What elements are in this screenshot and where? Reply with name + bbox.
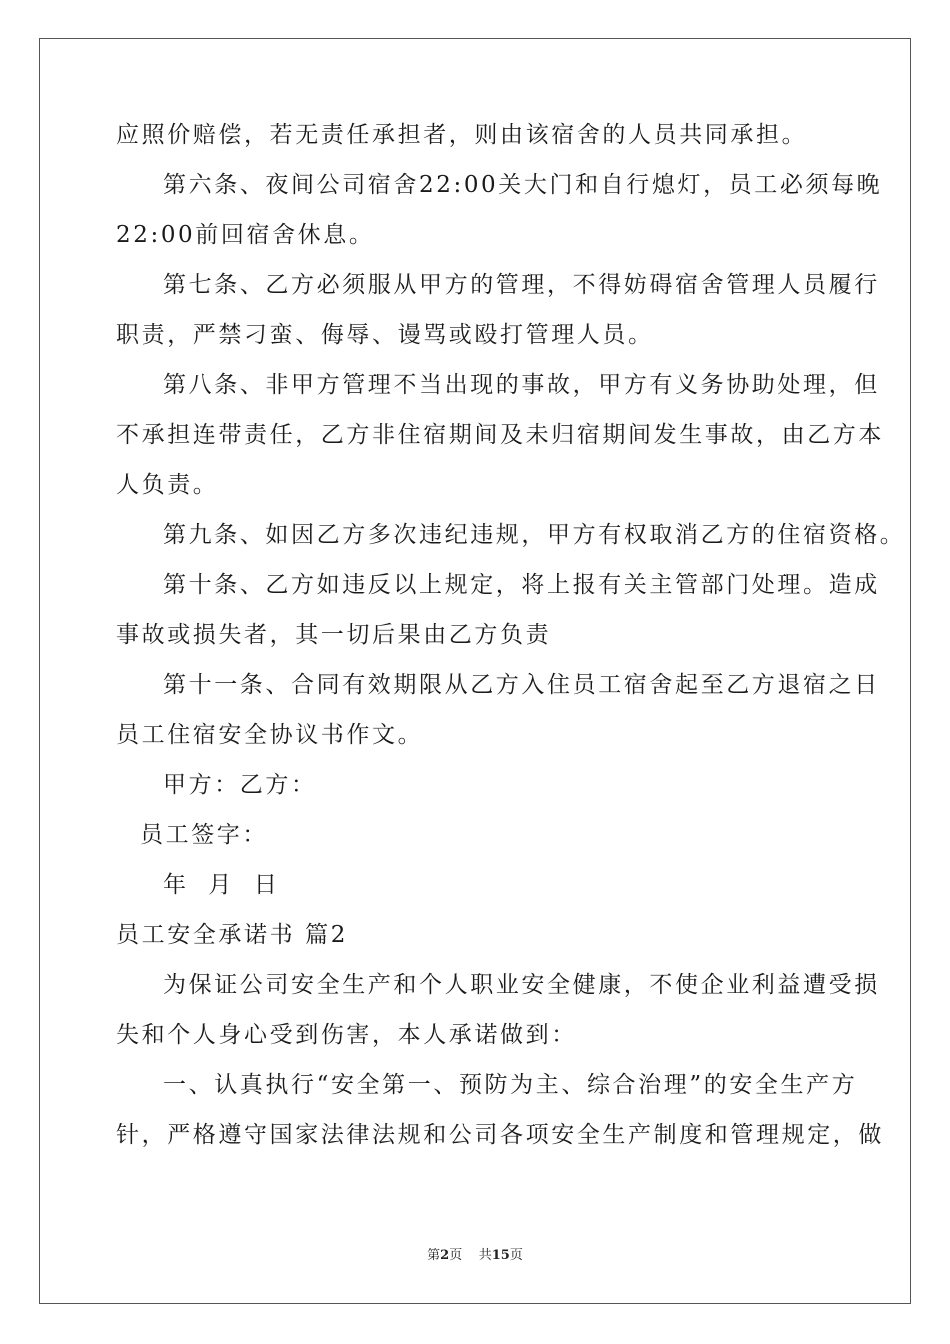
paragraph-line: 一、认真执行“安全第一、预防为主、综合治理”的安全生产方 bbox=[163, 1072, 858, 1098]
page-prefix: 第 bbox=[427, 1248, 441, 1263]
paragraph-line: 第十条、乙方如违反以上规定，将上报有关主管部门处理。造成 bbox=[163, 572, 880, 598]
paragraph-line: 针，严格遵守国家法律法规和公司各项安全生产制度和管理规定，做 bbox=[116, 1122, 884, 1148]
page-suffix: 页 bbox=[449, 1248, 463, 1263]
paragraph-line: 为保证公司安全生产和个人职业安全健康，不使企业利益遭受损 bbox=[163, 972, 880, 998]
paragraph-line: 22:00前回宿舍休息。 bbox=[116, 222, 375, 248]
paragraph-line: 职责，严禁刁蛮、侮辱、谩骂或殴打管理人员。 bbox=[116, 322, 654, 348]
paragraph-line: 事故或损失者，其一切后果由乙方负责 bbox=[116, 622, 552, 648]
paragraph-line: 第八条、非甲方管理不当出现的事故，甲方有义务协助处理，但 bbox=[163, 372, 880, 398]
section-heading: 员工安全承诺书 篇2 bbox=[116, 922, 348, 948]
total-suffix: 页 bbox=[509, 1248, 523, 1263]
paragraph-line: 第六条、夜间公司宿舍22:00关大门和自行熄灯，员工必须每晚 bbox=[163, 172, 883, 198]
paragraph-line: 第七条、乙方必须服从甲方的管理，不得妨碍宿舍管理人员履行 bbox=[163, 272, 880, 298]
employee-signature-line: 员工签字： bbox=[140, 822, 268, 848]
signature-party-line: 甲方：乙方： bbox=[163, 772, 317, 798]
date-line: 年 月 日 bbox=[163, 872, 280, 898]
total-pages: 15 bbox=[491, 1248, 510, 1263]
paragraph-line: 第九条、如因乙方多次违纪违规，甲方有权取消乙方的住宿资格。 bbox=[163, 522, 906, 548]
paragraph-line: 失和个人身心受到伤害，本人承诺做到： bbox=[116, 1022, 577, 1048]
page-footer bbox=[0, 1247, 950, 1265]
paragraph-line: 员工住宿安全协议书作文。 bbox=[116, 722, 424, 748]
paragraph-line: 应照价赔偿，若无责任承担者，则由该宿舍的人员共同承担。 bbox=[116, 122, 808, 148]
paragraph-line: 人负责。 bbox=[116, 472, 219, 498]
page-number: 2 bbox=[440, 1248, 450, 1263]
paragraph-line: 不承担连带责任，乙方非住宿期间及未归宿期间发生事故，由乙方本 bbox=[116, 422, 884, 448]
total-prefix: 共 bbox=[478, 1248, 492, 1263]
paragraph-line: 第十一条、合同有效期限从乙方入住员工宿舍起至乙方退宿之日 bbox=[163, 672, 880, 698]
